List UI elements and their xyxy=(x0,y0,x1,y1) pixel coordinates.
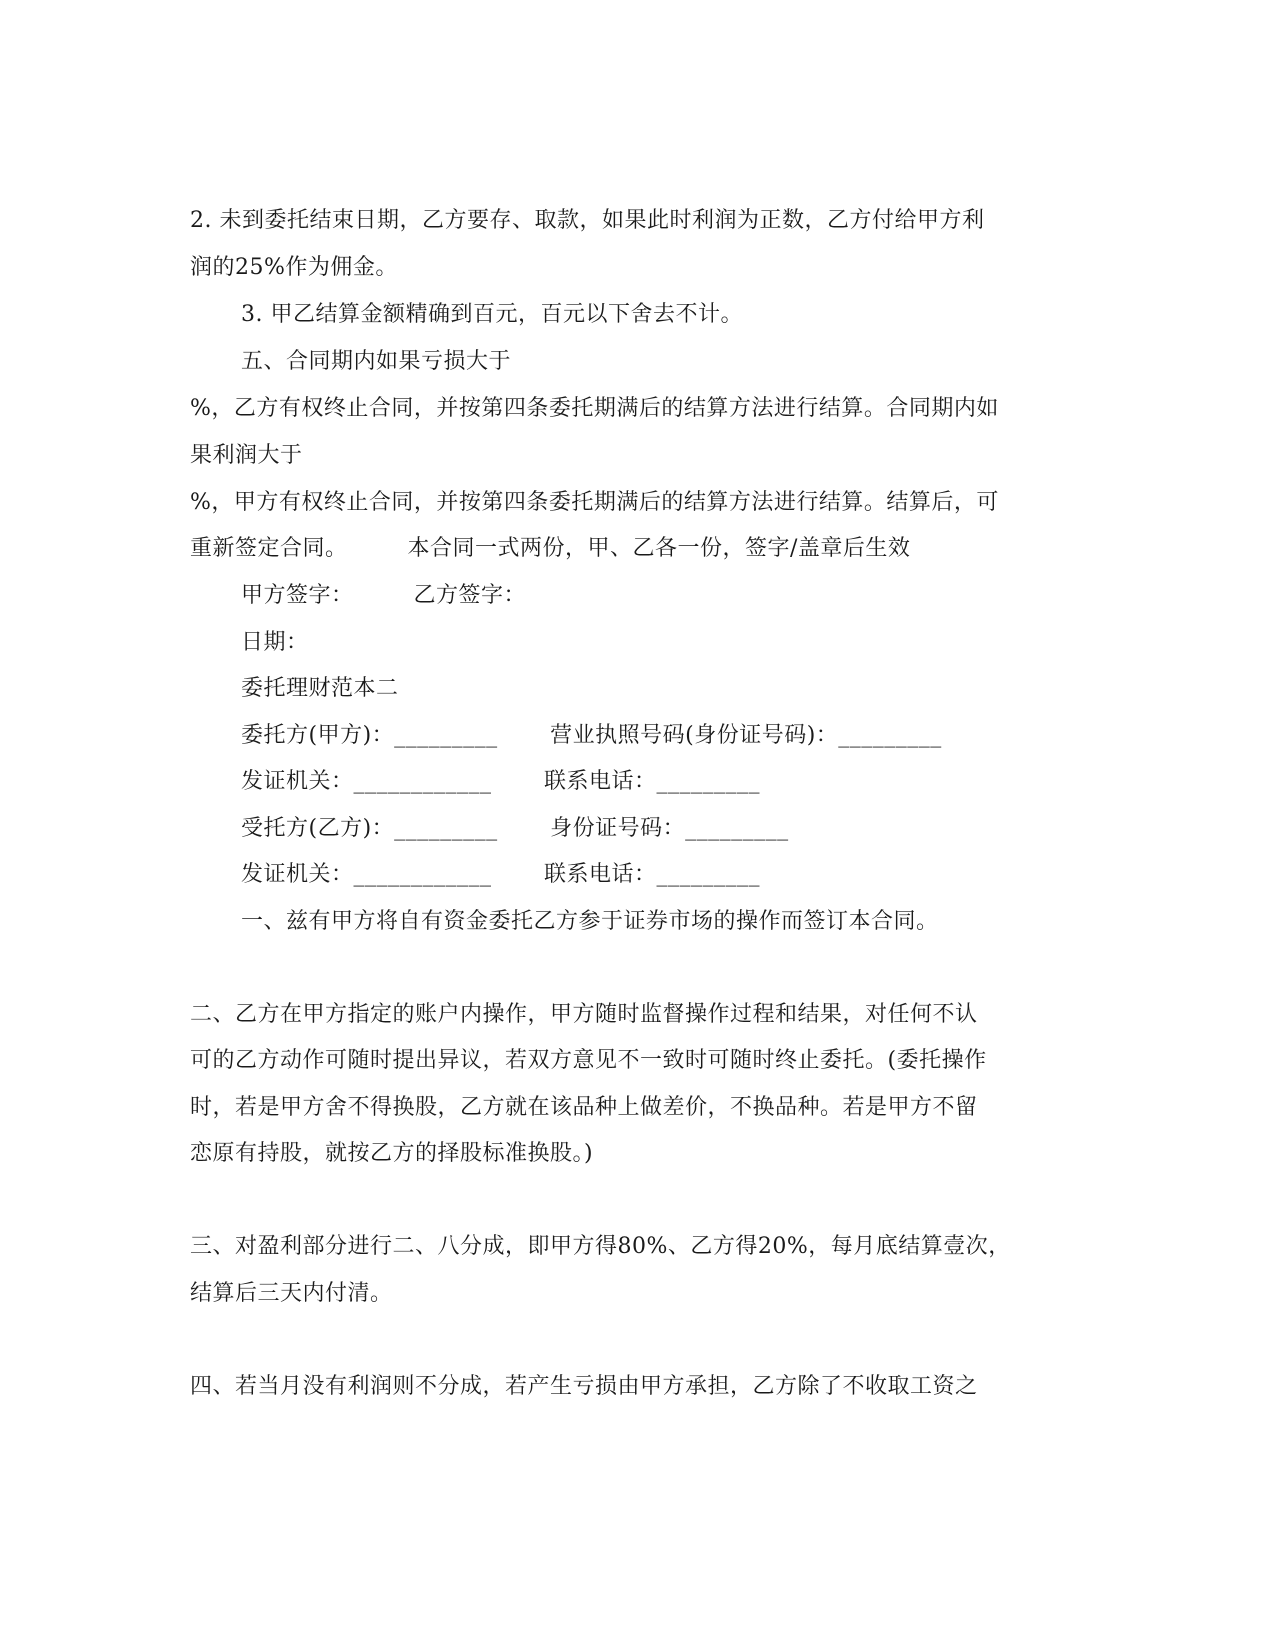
signature-line: 甲方签字： 乙方签字： xyxy=(241,583,526,608)
text-line: 重新签定合同。 本合同一式两份，甲、乙各一份，签字/盖章后生效 xyxy=(190,536,911,561)
text-line: 时，若是甲方舍不得换股，乙方就在该品种上做差价，不换品种。若是甲方不留 xyxy=(190,1095,978,1120)
form-line: 发证机关：____________ 联系电话：_________ xyxy=(241,862,760,887)
text-line: 五、合同期内如果亏损大于 xyxy=(241,349,512,374)
clause-2: 二、乙方在甲方指定的账户内操作，甲方随时监督操作过程和结果，对任何不认 xyxy=(190,1002,978,1027)
text-line: 恋原有持股，就按乙方的择股标准换股。) xyxy=(190,1141,594,1166)
text-line: 结算后三天内付清。 xyxy=(190,1281,393,1306)
clause-3: 三、对盈利部分进行二、八分成，即甲方得80%、乙方得20%，每月底结算壹次， xyxy=(190,1234,1011,1259)
text-line: 润的25%作为佣金。 xyxy=(190,255,398,280)
form-line: 发证机关：____________ 联系电话：_________ xyxy=(241,769,760,794)
form-line: 委托方(甲方)：_________ 营业执照号码(身份证号码)：_________ xyxy=(241,723,942,748)
text-line: %，乙方有权终止合同，并按第四条委托期满后的结算方法进行结算。合同期内如 xyxy=(190,396,999,421)
clause-4: 四、若当月没有利润则不分成，若产生亏损由甲方承担，乙方除了不收取工资之 xyxy=(190,1374,978,1399)
section-title: 委托理财范本二 xyxy=(241,676,399,701)
text-line: 3. 甲乙结算金额精确到百元，百元以下舍去不计。 xyxy=(241,302,743,327)
text-line: %，甲方有权终止合同，并按第四条委托期满后的结算方法进行结算。结算后，可 xyxy=(190,490,999,515)
form-line: 受托方(乙方)：_________ 身份证号码：_________ xyxy=(241,816,789,841)
text-line: 果利润大于 xyxy=(190,443,303,468)
text-line: 2. 未到委托结束日期，乙方要存、取款，如果此时利润为正数，乙方付给甲方利 xyxy=(190,208,985,233)
clause-1: 一、兹有甲方将自有资金委托乙方参于证券市场的操作而签订本合同。 xyxy=(241,909,939,934)
text-line: 可的乙方动作可随时提出异议，若双方意见不一致时可随时终止委托。(委托操作 xyxy=(190,1048,987,1073)
date-line: 日期： xyxy=(241,630,309,655)
